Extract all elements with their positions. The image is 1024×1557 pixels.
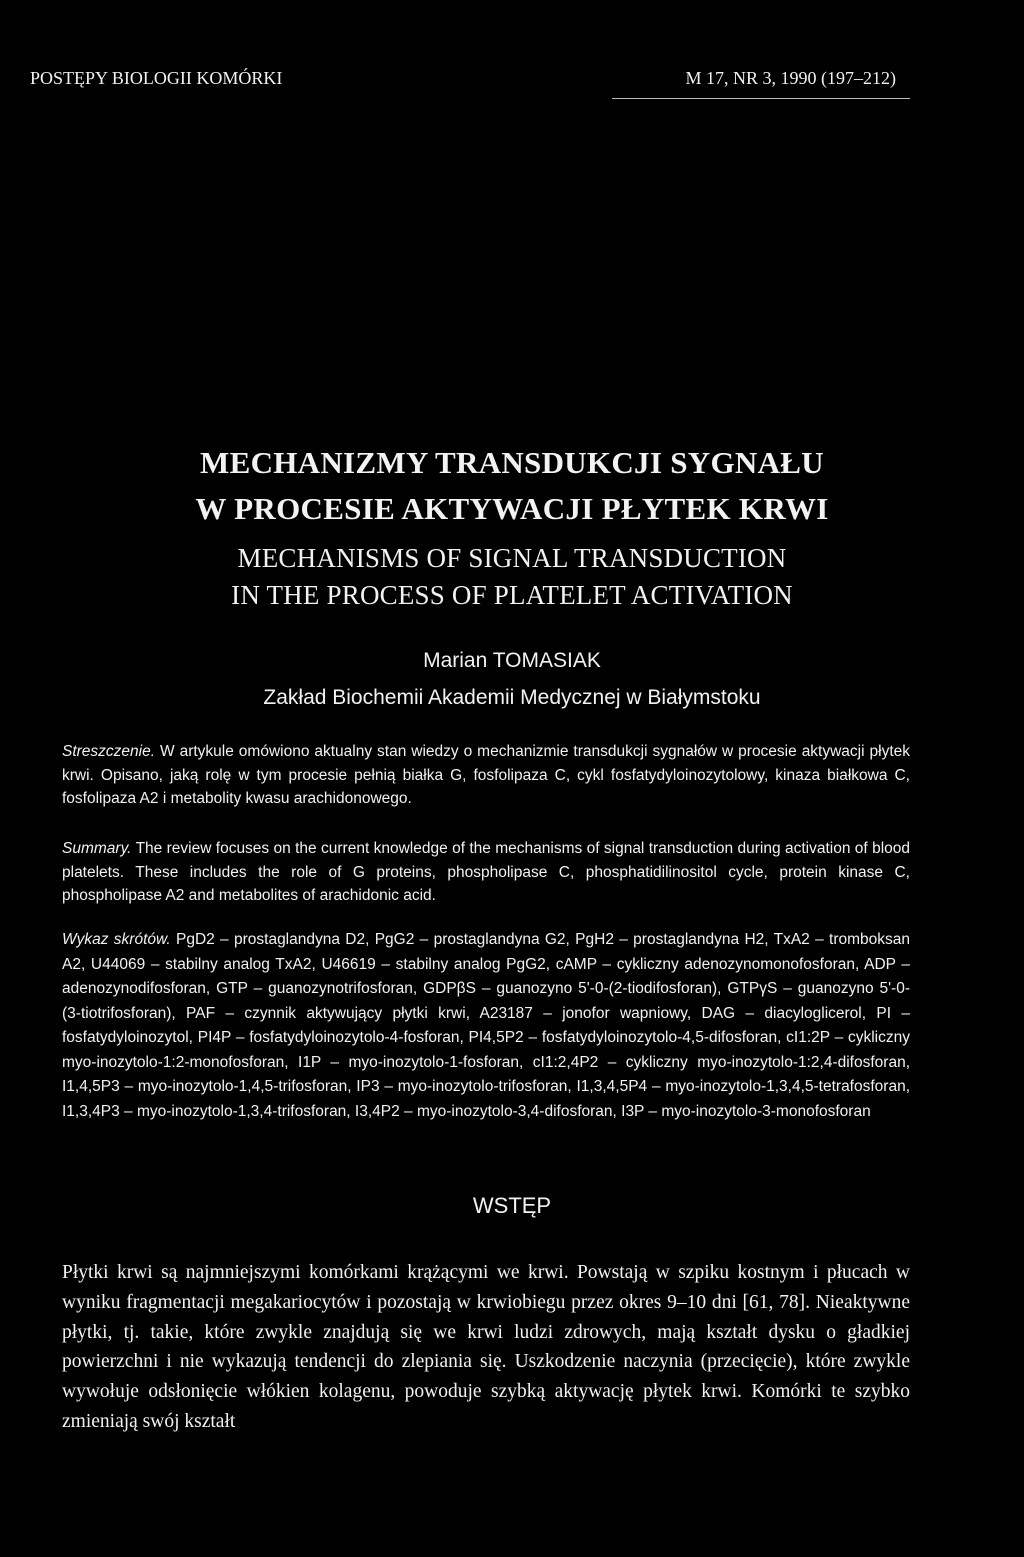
abbreviations-text: PgD2 – prostaglandyna D2, PgG2 – prostaglandyna G2, PgH2 – prostaglandyna H2, TxA2 – tromboksan A2, U44069 – stabilny analog TxA2, U46619 – stabilny analog PgG2, cAMP – cykliczny adenozynomonofosforan, ADP – adenozynodifosforan, GTP – guanozynotrifosforan, GDPβS – guanozyno 5'-0-(2-tiodifosforan), GTPγS – guanozyno 5'-0-(3-tiotrifosforan), PAF – czynnik aktywujący płytki krwi, A23187 – jonofor wapniowy, DAG – diacyloglicerol, PI – fosfatydyloinozytol, PI4P – fosfatydyloinozytolo-4-fosforan, PI4,5P2 – fosfatydyloinozytolo-4,5-difosforan, cI1:2P – cykliczny myo-inozytolo-1:2-monofosforan, I1P – myo-inozytolo-1-fosforan, cI1:2,4P2 – cykliczny myo-inozytolo-1:2,4-difosforan, I1,4,5P3 – myo-inozytolo-1,4,5-trifosforan, IP3 – myo-inozytolo-trifosforan, I1,3,4,5P4 – myo-inozytolo-1,3,4,5-tetrafosforan, I1,3,4P3 – myo-inozytolo-1,3,4-trifosforan, I3,4P2 – myo-inozytolo-3,4-difosforan, I3P – myo-inozytolo-3-monofosforan xyxy=(62,931,910,1120)
section-paragraph: Płytki krwi są najmniejszymi komórkami krążącymi we krwi. Powstają w szpiku kostnym i płucach w wyniku fragmentacji megakariocytów i pozostają w krwiobiegu przez okres 9–10 dni [61, 78]. Nieaktywne płytki, tj. takie, które zwykle znajdują się we krwi ludzi zdrowych, mają kształt dysku o gładkiej powierzchni i nie wykazują tendencji do zlepiania się. Uszkodzenie naczynia (przecięcie), które zwykle wywołuje odsłonięcie włókien kolagenu, powoduje szybką aktywację płytek krwi. Komórki te szybko zmieniają swój kształt xyxy=(62,1262,910,1432)
abstract-english xyxy=(62,837,910,908)
journal-name: POSTĘPY BIOLOGII KOMÓRKI xyxy=(30,68,283,88)
abstract-polish-text: W artykule omówiono aktualny stan wiedzy o mechanizmie transdukcji sygnałów w procesie aktywacji płytek krwi. Opisano, jaką rolę w tym procesie pełnią białka G, fosfolipaza C, cykl fosfatydyloinozytolowy, kinaza białkowa C, fosfolipaza A2 i metabolity kwasu arachidonowego. xyxy=(62,743,910,807)
author-name: Marian TOMASIAK xyxy=(423,649,601,672)
author-block xyxy=(0,642,1024,716)
abstract-polish-label: Streszczenie. xyxy=(62,743,156,760)
running-head xyxy=(30,68,896,89)
header-rule xyxy=(612,98,910,99)
title-polish-line-2: W PROCESIE AKTYWACJI PŁYTEK KRWI xyxy=(195,491,829,526)
title-english-line-2: IN THE PROCESS OF PLATELET ACTIVATION xyxy=(231,580,793,610)
abbreviations-label: Wykaz skrótów. xyxy=(62,931,171,948)
author-affiliation: Zakład Biochemii Akademii Medycznej w Białymstoku xyxy=(263,686,761,709)
abstract-english-text: The review focuses on the current knowledge of the mechanisms of signal transduction during activation of blood platelets. These includes the role of G proteins, phospholipase C, phosphatidilinositol cycle, protein kinase C, phospholipase A2 and metabolites of arachidonic acid. xyxy=(62,840,910,904)
title-polish-line-1: MECHANIZMY TRANSDUKCJI SYGNAŁU xyxy=(200,445,824,480)
volume-info: M 17, NR 3, 1990 (197–212) xyxy=(685,68,896,88)
title-polish xyxy=(0,440,1024,532)
title-english xyxy=(0,540,1024,614)
section-heading: WSTĘP xyxy=(472,1193,552,1218)
title-english-line-1: MECHANISMS OF SIGNAL TRANSDUCTION xyxy=(237,543,787,573)
abstract-english-label: Summary. xyxy=(62,840,132,857)
abbreviations-list xyxy=(62,928,910,1124)
abstract-polish xyxy=(62,740,910,811)
